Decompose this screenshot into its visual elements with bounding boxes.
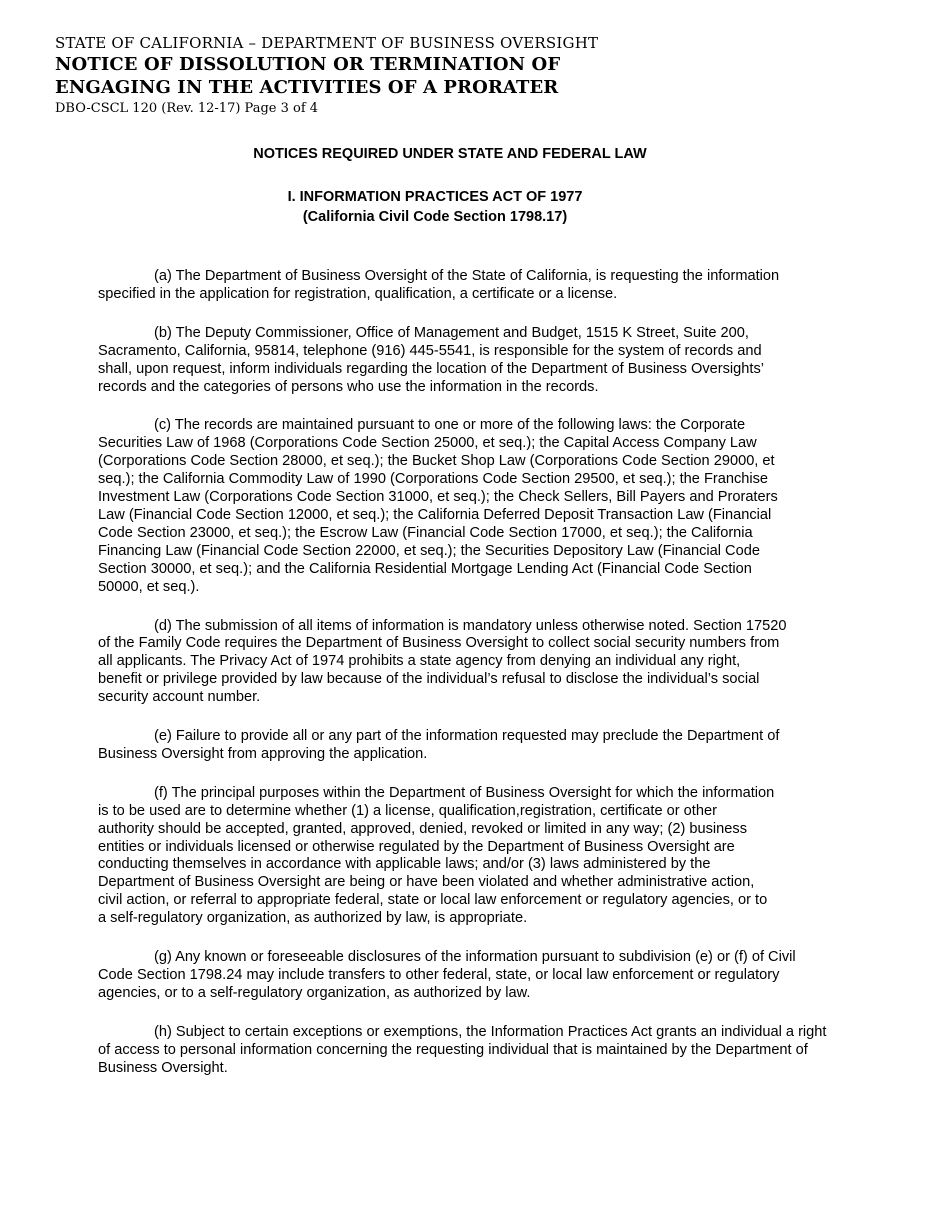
form-header: [55, 34, 755, 117]
paragraph-h: (h) Subject to certain exceptions or exemptions, the Information Practices Act grants an individual a right of access to personal information concerning the requesting individual that is maintained by the Department of Business Oversight.: [98, 1023, 827, 1076]
paragraph-c: (c) The records are maintained pursuant to one or more of the following laws: the Corporate Securities Law of 1968 (Corporations Code Section 25000, et seq.); the Capital Access Company Law (Corporations Code Section 28000, et seq.); the Bucket Shop Law (Corporations Code Section 29000, et seq.); the California Commodity Law of 1990 (Corporations Code Section 29500, et seq.); the Franchise Investment Law (Corporations Code Section 31000, et seq.); the Check Sellers, Bill Payers and Proraters Law (Financial Code Section 12000, et seq.); the California Deferred Deposit Transaction Law (Financial Code Section 23000, et seq.); the Escrow Law (Financial Code Section 17000, et seq.); the California Financing Law (Financial Code Section 22000, et seq.); the Securities Depository Law (Financial Code Section 30000, et seq.); and the California Residential Mortgage Lending Act (Financial Code Section 50000, et seq.).: [98, 417, 778, 595]
form-id-page-number: DBO-CSCL 120 (Rev. 12-17) Page 3 of 4: [55, 101, 319, 116]
agency-name: STATE OF CALIFORNIA – DEPARTMENT OF BUSINESS OVERSIGHT: [55, 34, 599, 52]
form-title-line-2: ENGAGING IN THE ACTIVITIES OF A PRORATER: [55, 77, 559, 98]
paragraph-a: (a) The Department of Business Oversight of the State of California, is requesting the information specified in the application for registration, qualification, a certificate or a license.: [98, 268, 780, 302]
section-subtitle: (California Civil Code Section 1798.17): [302, 209, 568, 225]
paragraph-d: (d) The submission of all items of information is mandatory unless otherwise noted. Section 17520 of the Family Code requires the Department of Business Oversight to collect social security numbers from all applicants. The Privacy Act of 1974 prohibits a state agency from denying an individual any right, benefit or privilege provided by law because of the individual’s refusal to disclose the individual’s social security account number.: [98, 617, 787, 706]
paragraph-e: (e) Failure to provide all or any part of the information requested may preclude the Department of Business Oversight from approving the application.: [98, 728, 780, 762]
section-title: I. INFORMATION PRACTICES ACT OF 1977: [287, 189, 583, 205]
paragraph-b: (b) The Deputy Commissioner, Office of Management and Budget, 1515 K Street, Suite 200, Sacramento, California, 95814, telephone (916) 445-5541, is responsible for the system of records and shall, upon request, inform individuals regarding the location of the Department of Business Oversights’ records and the categories of persons who use the information in the records.: [98, 324, 764, 395]
paragraph-f: (f) The principal purposes within the Department of Business Oversight for which the information is to be used are to determine whether (1) a license, qualification,registration, certificate or other authority should be accepted, granted, approved, denied, revoked or limited in any way; (2) business entities or individuals licensed or otherwise regulated by the Department of Business Oversight are conducting themselves in accordance with applicable laws; and/or (3) laws administered by the Department of Business Oversight are being or have been violated and whether administrative action, civil action, or referral to appropriate federal, state or local law enforcement or regulatory agencies, or to a self-regulatory organization, as authorized by law, is appropriate.: [98, 784, 775, 927]
paragraph-g: (g) Any known or foreseeable disclosures of the information pursuant to subdivision (e) or (f) of Civil Code Section 1798.24 may include transfers to other federal, state, or local law enforcement or regulatory agencies, or to a self-regulatory organization, as authorized by law.: [98, 949, 796, 1001]
form-title-line-1: NOTICE OF DISSOLUTION OR TERMINATION OF: [55, 54, 561, 75]
notices-heading: NOTICES REQUIRED UNDER STATE AND FEDERAL LAW: [253, 146, 647, 162]
notice-body: [98, 268, 873, 1099]
